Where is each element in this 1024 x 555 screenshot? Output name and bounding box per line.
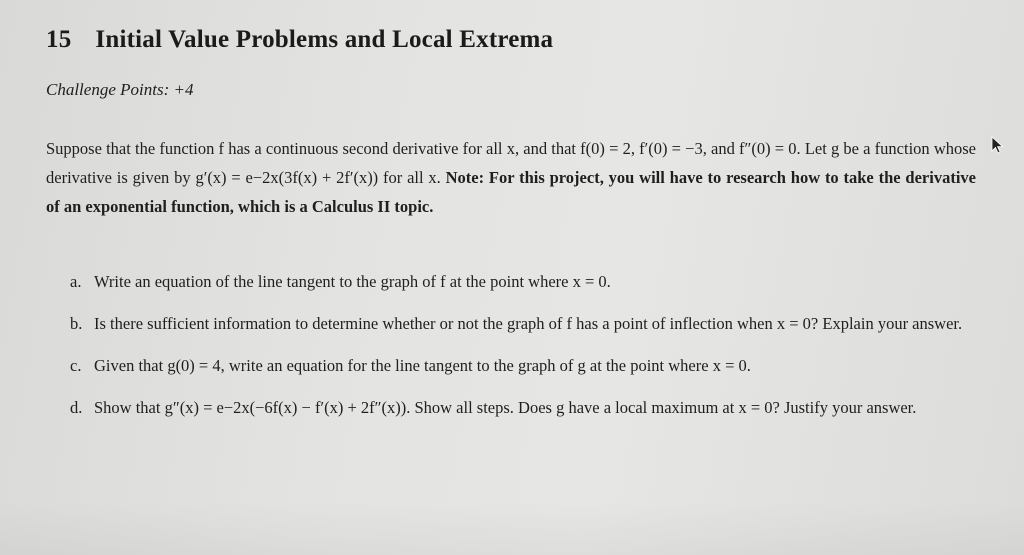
section-title: Initial Value Problems and Local Extrema <box>95 26 554 53</box>
question-item-b <box>70 309 975 338</box>
question-letter: a. <box>70 272 82 291</box>
question-letter: b. <box>70 314 83 333</box>
problem-statement <box>46 134 976 221</box>
question-letter: d. <box>70 398 83 417</box>
problem-note: Note: For this project, you will have to research how to take the derivative of an exponential function, which is a Calculus II topic. <box>46 168 976 216</box>
question-item-c <box>70 351 975 380</box>
question-text: Is there sufficient information to determine whether or not the graph of f has a point of inflection when x = 0? Explain your answer. <box>94 314 963 333</box>
question-text: Given that g(0) = 4, write an equation for the line tangent to the graph of g at the point where x = 0. <box>94 356 751 375</box>
question-item-d <box>70 393 975 422</box>
question-text: Write an equation of the line tangent to the graph of f at the point where x = 0. <box>94 272 611 291</box>
question-letter: c. <box>70 356 82 375</box>
section-heading <box>46 26 553 54</box>
section-number: 15 <box>46 26 72 53</box>
question-text: Show that g″(x) = e−2x(−6f(x) − f′(x) + 2f″(x)). Show all steps. Does g have a local maximum at x = 0? Justify your answer. <box>94 398 917 417</box>
problem-text: Suppose that the function f has a continuous second derivative for all x, and that f(0) = 2, f′(0) = −3, and f″(0) = 0. Let g be a function whose derivative is given by g′(x) = e−2x(3f(x) + 2f′(x)) for all x. <box>46 139 976 187</box>
question-item-a <box>70 267 975 296</box>
challenge-points: Challenge Points: +4 <box>46 80 194 99</box>
photo-shadow <box>0 500 1024 555</box>
mouse-cursor-icon <box>990 136 1004 154</box>
question-list <box>70 267 975 435</box>
